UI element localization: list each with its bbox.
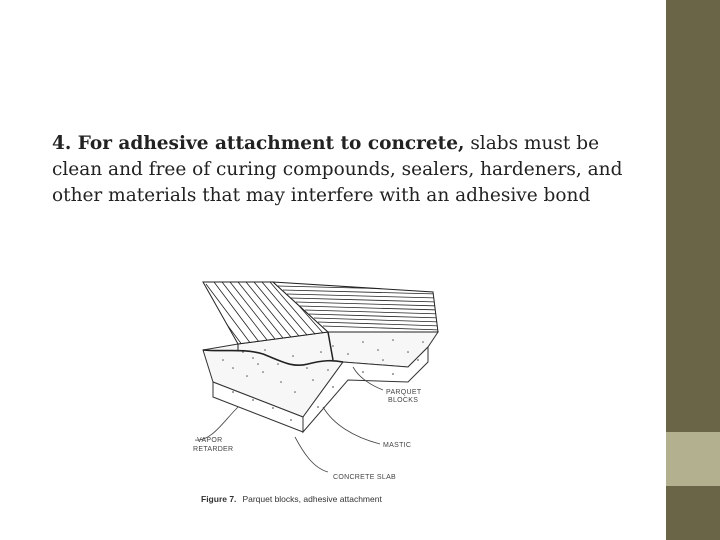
- figure-caption: [201, 494, 382, 504]
- paragraph-lead: 4. For adhesive attachment to concrete,: [52, 133, 465, 154]
- label-vapor-2: RETARDER: [193, 446, 234, 453]
- label-parquet-1: PARQUET: [386, 389, 422, 396]
- caption-number: Figure 7.: [201, 494, 237, 504]
- parquet-figure: [183, 272, 453, 512]
- label-parquet-2: BLOCKS: [388, 397, 419, 404]
- label-concrete-slab: CONCRETE SLAB: [333, 474, 397, 481]
- label-vapor-1: VAPOR: [197, 437, 223, 444]
- caption-text: Parquet blocks, adhesive attachment: [242, 494, 382, 504]
- label-mastic: MASTIC: [383, 442, 412, 449]
- body-paragraph: [52, 131, 632, 209]
- figure-labels: [183, 272, 453, 512]
- paragraph-rest: slabs must be clean and free of curing compounds, sealers, hardeners, and other materials that may interfere with an adhesive bond: [52, 133, 623, 206]
- right-rail-accent: [666, 432, 720, 486]
